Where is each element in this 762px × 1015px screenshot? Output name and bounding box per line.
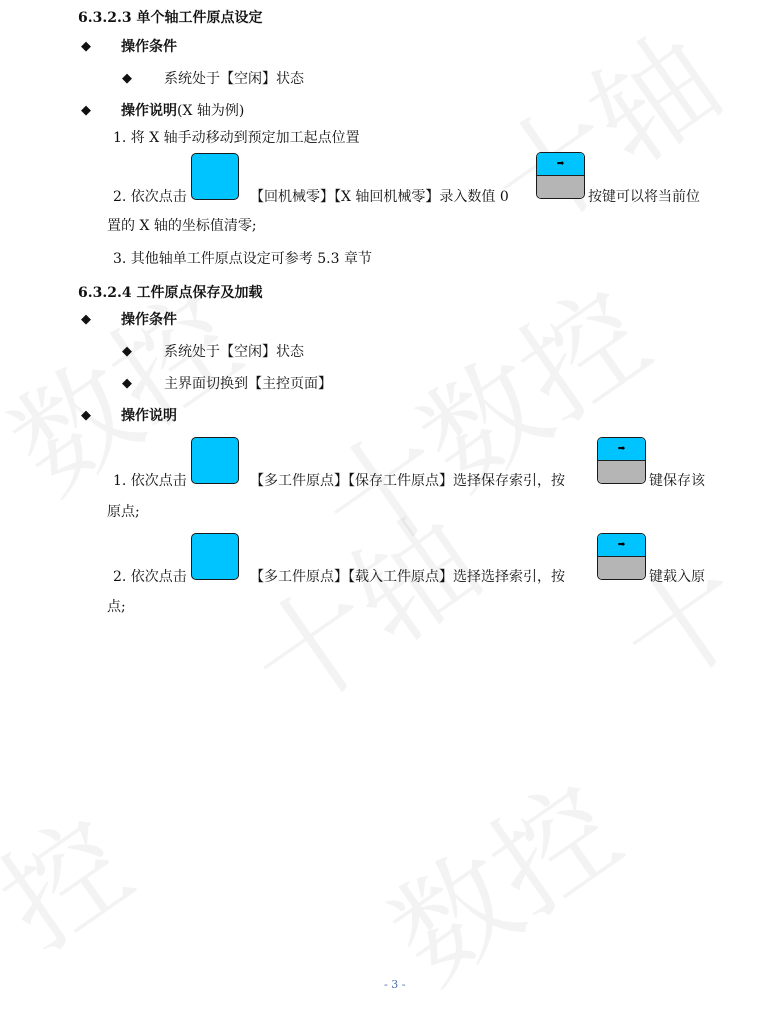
page-number: - 3 - — [384, 978, 406, 991]
arrow-right-icon: ➡ — [556, 158, 565, 169]
watermark — [0, 771, 158, 981]
enter-key-button[interactable] — [597, 533, 646, 580]
arrow-right-icon: ➡ — [617, 539, 626, 550]
watermark — [352, 737, 647, 1015]
step-text: 2. 依次点击 — [113, 569, 187, 585]
arrow-right-icon: ➡ — [617, 443, 626, 454]
section-heading: 6.3.2.4 工件原点保存及加载 — [78, 285, 263, 301]
step-text: 置的 X 轴的坐标值清零; — [107, 218, 257, 234]
step-text: 按键可以将当前位 — [588, 189, 700, 205]
enter-key-button[interactable] — [597, 437, 646, 484]
bullet-icon: ◆ — [81, 408, 91, 423]
step-text: 【多工件原点】【载入工件原点】选择选择索引，按 — [250, 569, 565, 585]
subheading-condition: 操作条件 — [121, 312, 177, 328]
condition-item: 主界面切换到【主控页面】 — [164, 376, 332, 392]
step-text: 【回机械零】【X 轴回机械零】录入数值 0 — [250, 189, 509, 205]
step-text: 1. 依次点击 — [113, 473, 187, 489]
softkey-button[interactable] — [191, 153, 239, 200]
step-text: 3. 其他轴单工件原点设定可参考 5.3 章节 — [113, 251, 372, 267]
bullet-icon: ◆ — [122, 71, 132, 86]
condition-item: 系统处于【空闲】状态 — [164, 71, 304, 87]
section-heading: 6.3.2.3 单个轴工件原点设定 — [78, 10, 263, 26]
bullet-icon: ◆ — [122, 376, 132, 391]
step-text: 键载入原 — [649, 569, 705, 585]
subheading-description: 操作说明 — [121, 408, 177, 424]
softkey-button[interactable] — [191, 533, 239, 580]
subheading-description: 操作说明(X 轴为例) — [121, 103, 245, 119]
watermark — [452, 0, 747, 265]
step-text: 键保存该 — [649, 473, 705, 489]
step-text: 原点; — [107, 504, 140, 520]
step-text: 1. 将 X 轴手动移动到预定加工起点位置 — [113, 130, 360, 146]
watermark — [212, 467, 507, 746]
bullet-icon: ◆ — [81, 103, 91, 118]
bullet-icon: ◆ — [81, 39, 91, 54]
subheading-condition: 操作条件 — [121, 39, 177, 55]
bullet-icon: ◆ — [81, 312, 91, 327]
step-text: 点; — [107, 599, 126, 615]
enter-key-button[interactable] — [536, 152, 585, 199]
step-text: 【多工件原点】【保存工件原点】选择保存索引，按 — [250, 473, 565, 489]
condition-item: 系统处于【空闲】状态 — [164, 344, 304, 360]
softkey-button[interactable] — [191, 437, 239, 484]
step-text: 2. 依次点击 — [113, 189, 187, 205]
bullet-icon: ◆ — [122, 344, 132, 359]
